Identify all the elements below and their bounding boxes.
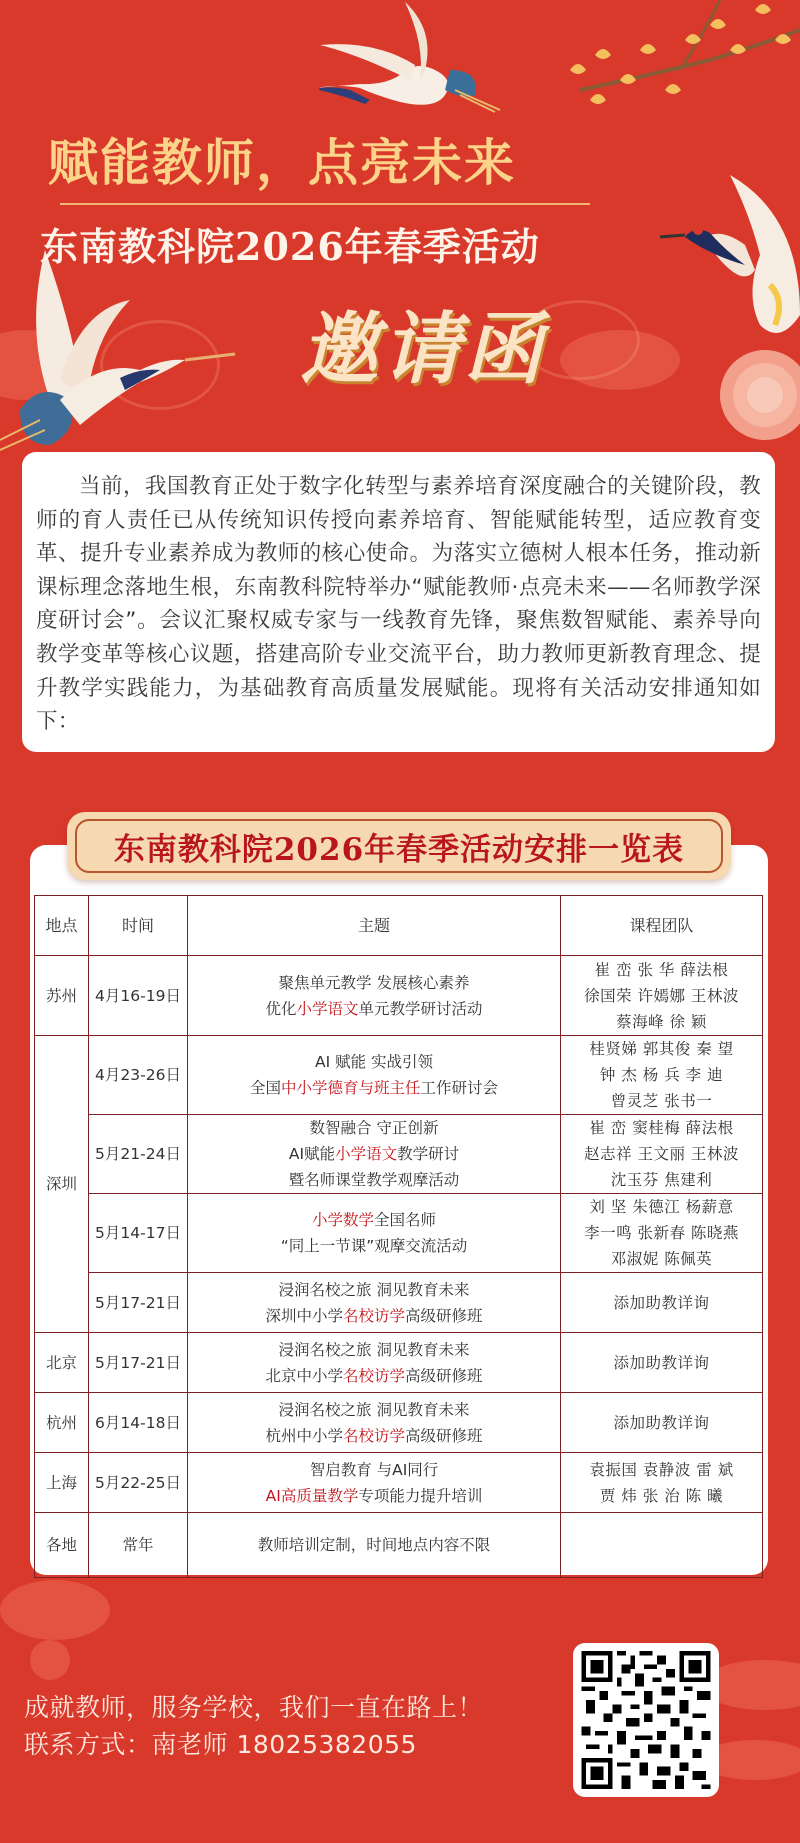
date-cell: 5月17-21日 [89, 1273, 188, 1333]
location-cell: 北京 [35, 1333, 89, 1393]
topic-text: 全国名师 [374, 1211, 437, 1229]
topic-line [190, 1483, 558, 1509]
date-cell: 4月23-26日 [89, 1036, 188, 1115]
topic-text: 优化 [265, 999, 297, 1018]
column-header-location: 地点 [35, 896, 89, 956]
topic-line [190, 1423, 558, 1449]
team-line: 袁振国 袁静波 雷 斌 [589, 1460, 734, 1479]
topic-cell [188, 1115, 561, 1194]
topic-text: 单元教学研讨活动 [358, 999, 483, 1018]
schedule-title: 东南教科院2026年春季活动安排一览表 [113, 831, 685, 868]
team-line: 李一鸣 张新春 陈晓燕 [584, 1224, 739, 1242]
slogan-divider [60, 203, 590, 205]
topic-line: 聚焦单元教学 发展核心素养 [278, 973, 470, 992]
topic-highlight: 小学数学 [311, 1211, 374, 1229]
topic-highlight: 小学语文 [335, 1145, 398, 1163]
intro-paragraph: 当前，我国教育正处于数字化转型与素养培育深度融合的关键阶段，教师的育人责任已从传统知识传授向素养培育、智能赋能转型，适应教育变革、提升专业素养成为教师的核心使命。为落实立德树人根本任务，推动新课标理念落地生根，东南教科院特举办“赋能教师·点亮未来——名师教学深度研讨会”。会议汇聚权威专家与一线教育先锋，聚焦数智赋能、素养导向教学变革等核心议题，搭建高阶专业交流平台，助力教师更新教育理念、提升教学实践能力，为基础教育高质量发展赋能。现将有关活动安排通知如下： [36, 474, 761, 735]
team-line: 邓淑妮 陈佩英 [610, 1250, 713, 1268]
team-cell [561, 1036, 763, 1115]
topic-line: 智启教育 与AI同行 [309, 1460, 439, 1479]
team-line: 崔 峦 张 华 薛法根 [594, 960, 729, 979]
schedule-table [34, 895, 763, 1578]
topic-cell [188, 1194, 561, 1273]
topic-text: 杭州中小学 [265, 1426, 343, 1445]
topic-line [190, 1363, 558, 1389]
topic-cell: 教师培训定制，时间地点内容不限 [188, 1513, 561, 1578]
topic-text: 高级研修班 [405, 1426, 483, 1445]
topic-cell [188, 1273, 561, 1333]
team-line: 贾 炜 张 治 陈 曦 [599, 1486, 724, 1505]
location-cell: 各地 [35, 1513, 89, 1578]
topic-line: 暨名师课堂教学观摩活动 [288, 1171, 460, 1189]
date-cell: 4月16-19日 [89, 956, 188, 1036]
team-cell [561, 1453, 763, 1513]
topic-highlight: 小学语文 [296, 999, 359, 1018]
table-row [35, 1036, 763, 1115]
table-row [35, 1273, 763, 1333]
crane-illustration-top [305, 0, 505, 115]
topic-text: 全国 [249, 1079, 281, 1097]
topic-line [190, 996, 558, 1022]
location-cell: 杭州 [35, 1393, 89, 1453]
footer-slogan: 成就教师，服务学校，我们一直在路上！ [24, 1693, 484, 1722]
team-cell [561, 1115, 763, 1194]
header-subtitle: 东南教科院2026年春季活动 [40, 224, 540, 269]
intro-card [22, 452, 775, 752]
column-header-team: 课程团队 [561, 896, 763, 956]
topic-line: “同上一节课”观摩交流活动 [280, 1237, 468, 1255]
ginkgo-branch-illustration [560, 0, 800, 120]
topic-text: 工作研讨会 [420, 1079, 499, 1097]
topic-line [190, 1141, 558, 1167]
team-cell [561, 1194, 763, 1273]
topic-cell [188, 1036, 561, 1115]
team-line: 徐国荣 许嫣娜 王林波 [584, 986, 739, 1005]
table-row [35, 1333, 763, 1393]
team-cell: 添加助教详询 [561, 1273, 763, 1333]
topic-text: 专项能力提升培训 [358, 1486, 483, 1505]
table-row [35, 1194, 763, 1273]
topic-text: 深圳中小学 [265, 1306, 343, 1325]
team-line: 曾灵芝 张书一 [610, 1092, 713, 1110]
topic-highlight: 名校访学 [342, 1366, 405, 1385]
topic-highlight: 中小学德育与班主任 [280, 1079, 421, 1097]
topic-cell [188, 1393, 561, 1453]
team-cell [561, 1513, 763, 1578]
team-line: 崔 峦 窦桂梅 薛法根 [589, 1119, 734, 1137]
date-cell: 6月14-18日 [89, 1393, 188, 1453]
schedule-banner [67, 812, 731, 880]
topic-line [190, 1207, 558, 1233]
topic-highlight: AI高质量教学 [265, 1486, 359, 1505]
date-cell: 5月22-25日 [89, 1453, 188, 1513]
team-line: 桂贤娣 郭其俊 秦 望 [589, 1040, 734, 1058]
table-row [35, 1513, 763, 1578]
topic-text: 高级研修班 [405, 1306, 483, 1325]
location-cell: 深圳 [35, 1036, 89, 1333]
table-row [35, 1115, 763, 1194]
team-line: 钟 杰 杨 兵 李 迪 [599, 1066, 724, 1084]
date-cell: 常年 [89, 1513, 188, 1578]
crane-illustration-left [0, 250, 240, 460]
peony-flower-illustration [710, 340, 800, 450]
team-cell: 添加助教详询 [561, 1393, 763, 1453]
topic-line: AI 赋能 实战引领 [314, 1053, 434, 1071]
footer-contact: 联系方式：南老师 18025382055 [24, 1730, 417, 1759]
team-cell: 添加助教详询 [561, 1333, 763, 1393]
header-slogan: 赋能教师，点亮未来 [48, 134, 516, 192]
topic-line: 浸润名校之旅 洞见教育未来 [278, 1400, 470, 1419]
topic-line: 浸润名校之旅 洞见教育未来 [278, 1280, 470, 1299]
date-cell: 5月17-21日 [89, 1333, 188, 1393]
topic-line [190, 1303, 558, 1329]
topic-text: 北京中小学 [265, 1366, 343, 1385]
column-header-date: 时间 [89, 896, 188, 956]
table-row [35, 1453, 763, 1513]
cloud-decoration [30, 1640, 70, 1680]
table-header-row [35, 896, 763, 956]
topic-cell [188, 1333, 561, 1393]
cloud-decoration [0, 1580, 110, 1640]
topic-text: AI赋能 [288, 1145, 336, 1163]
topic-cell [188, 1453, 561, 1513]
topic-line [190, 1075, 558, 1101]
team-line: 蔡海峰 徐 颖 [616, 1012, 707, 1031]
location-cell: 上海 [35, 1453, 89, 1513]
date-cell: 5月21-24日 [89, 1115, 188, 1194]
team-line: 赵志祥 王文丽 王林波 [584, 1145, 739, 1163]
table-row [35, 956, 763, 1036]
banner-frame [75, 819, 723, 873]
qr-code-icon[interactable] [573, 1643, 719, 1797]
team-cell [561, 956, 763, 1036]
topic-text: 高级研修班 [405, 1366, 483, 1385]
column-header-topic: 主题 [188, 896, 561, 956]
topic-highlight: 名校访学 [342, 1306, 405, 1325]
topic-line: 数智融合 守正创新 [309, 1119, 439, 1137]
table-row [35, 1393, 763, 1453]
topic-highlight: 名校访学 [342, 1426, 405, 1445]
invitation-title: 邀请函 [300, 304, 547, 395]
topic-cell [188, 956, 561, 1036]
topic-line: 浸润名校之旅 洞见教育未来 [278, 1340, 470, 1359]
topic-text: 教学研讨 [397, 1145, 460, 1163]
date-cell: 5月14-17日 [89, 1194, 188, 1273]
qr-code-graphic [581, 1651, 711, 1789]
location-cell: 苏州 [35, 956, 89, 1036]
team-line: 刘 坚 朱德江 杨薪意 [589, 1198, 734, 1216]
team-line: 沈玉芬 焦建利 [610, 1171, 713, 1189]
